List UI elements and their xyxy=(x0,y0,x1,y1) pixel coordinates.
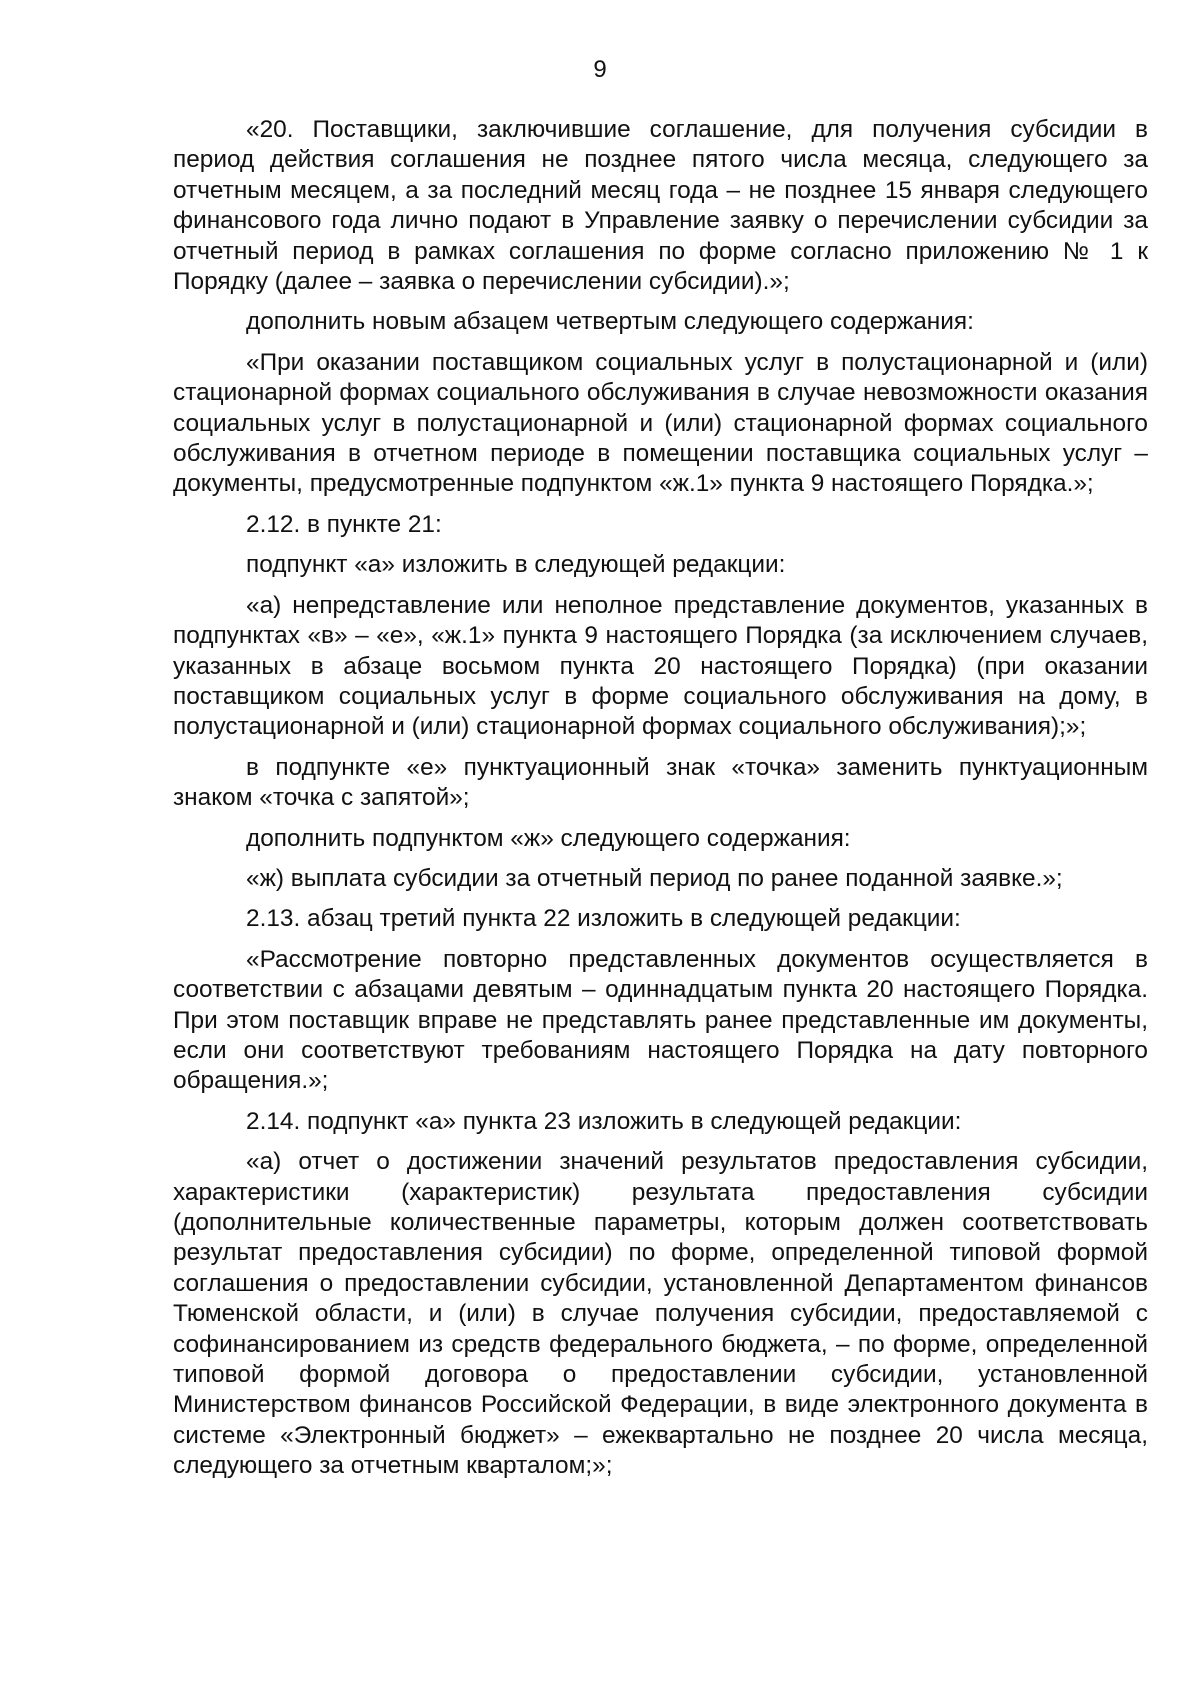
paragraph-add-zh: дополнить подпунктом «ж» следующего содержания: xyxy=(246,824,851,852)
paragraph-2-14: 2.14. подпункт «а» пункта 23 изложить в следующей редакции: xyxy=(246,1107,962,1135)
paragraph-resubmission: «Рассмотрение повторно представленных документов осуществляется в соответствии с абзацами девятым – одиннадцатым пункта 20 настоящего Порядка. При этом поставщик вправе не представлять ранее представленные им документы, если они соответствуют требованиям настоящего Порядка на дату повторного обращения.»; xyxy=(173,945,1148,1095)
paragraph-a-report: «а) отчет о достижении значений результатов предоставления субсидии, характеристики (характеристик) результата предоставления субсидии (дополнительные количественные параметры, которым должен соответствовать результат предоставления субсидии) по форме, определенной типовой формой соглашения о предоставлении субсидии, установленной Департаментом финансов Тюменской области, и (или) в случае получения субсидии, предоставляемой с софинансированием из средств федерального бюджета, – по форме, определенной типовой формой договора о предоставлении субсидии, установленной Министерством финансов Российской Федерации, в виде электронного документа в системе «Электронный бюджет» – ежеквартально не позднее 20 числа месяца, следующего за отчетным кварталом;»; xyxy=(173,1148,1148,1480)
paragraph-point-20: «20. Поставщики, заключившие соглашение, для получения субсидии в период действия соглашения не позднее пятого числа месяца, следующего за отчетным месяцем, а за последний месяц года – не позднее 15 января следующего финансового года лично подают в Управление заявку о перечислении субсидии за отчетный период в рамках соглашения по форме согласно приложению № 1 к Порядку (далее – заявка о перечислении субсидии).»; xyxy=(173,116,1148,296)
paragraph-subpoint-e: в подпункте «е» пунктуационный знак «точка» заменить пунктуационным знаком «точка с запятой»; xyxy=(173,753,1148,812)
paragraph-2-13: 2.13. абзац третий пункта 22 изложить в следующей редакции: xyxy=(246,905,961,933)
paragraph-add-abzac: дополнить новым абзацем четвертым следующего содержания: xyxy=(246,308,974,336)
paragraph-2-12: 2.12. в пункте 21: xyxy=(246,510,442,538)
paragraph-semistationary: «При оказании поставщиком социальных услуг в полустационарной и (или) стационарной формах социального обслуживания в случае невозможности оказания социальных услуг в полустационарной и (или) стационарной формах социального обслуживания в отчетном периоде в помещении поставщика социальных услуг – документы, предусмотренные подпунктом «ж.1» пункта 9 настоящего Порядка.»; xyxy=(173,348,1148,498)
paragraph-subpoint-a: подпункт «а» изложить в следующей редакции: xyxy=(246,551,786,579)
document-body xyxy=(173,115,1148,1492)
paragraph-zh-payment: «ж) выплата субсидии за отчетный период по ранее поданной заявке.»; xyxy=(246,864,1063,892)
paragraph-a-nonsubmission: «а) непредставление или неполное представление документов, указанных в подпунктах «в» – «е», «ж.1» пункта 9 настоящего Порядка (за исключением случаев, указанных в абзаце восьмом пункта 20 настоящего Порядка) (при оказании поставщиком социальных услуг в форме социального обслуживания на дому, в полустационарной и (или) стационарной формах социального обслуживания);»; xyxy=(173,591,1148,741)
page-number: 9 xyxy=(593,56,607,83)
